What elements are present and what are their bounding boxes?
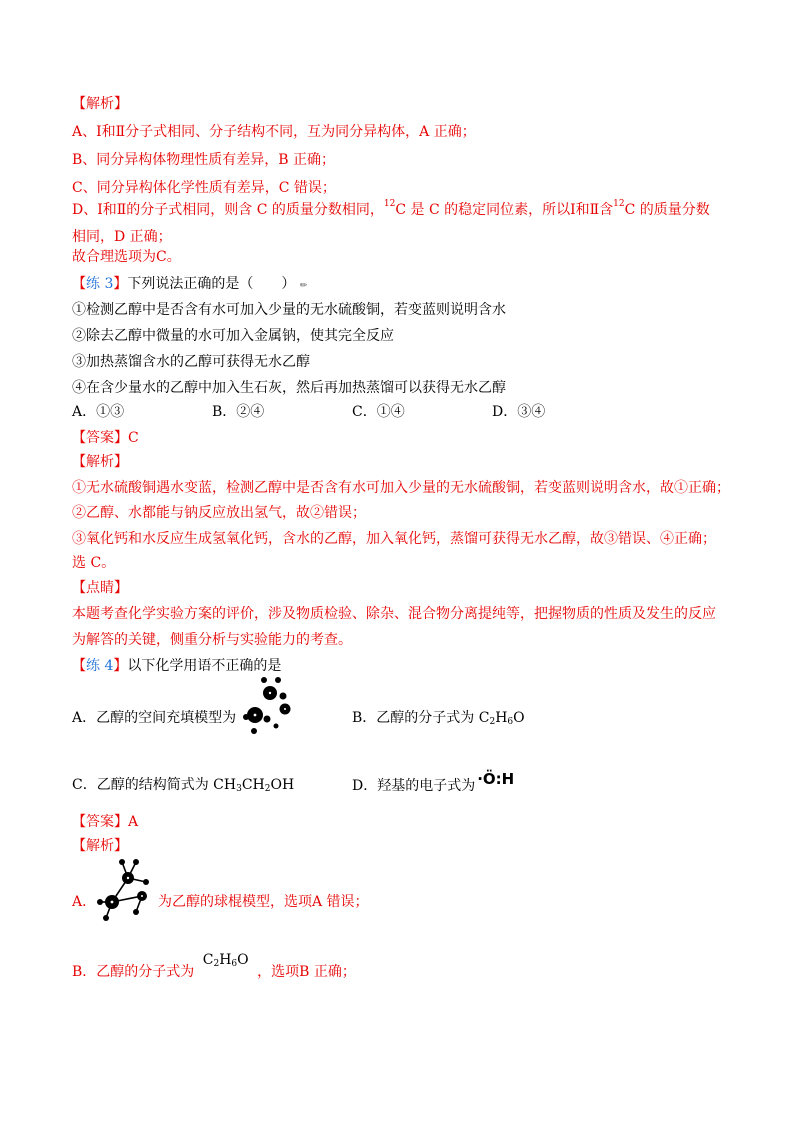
question-4-explanation-b: B．乙醇的分子式为 $C_2H_6O$ ，选项B 正确； (72, 952, 356, 980)
analysis-line-a: A、Ⅰ和Ⅱ分子式相同、分子结构不同，互为同分异构体，A 正确； (72, 124, 476, 140)
ethanol-formula-image: $C_2H_6O$ (202, 952, 249, 969)
question-3-option-c: C．①④ (352, 404, 405, 420)
question-4-stem: 【练 4】以下化学用语不正确的是 (72, 658, 282, 674)
question-3-statement-2: ②除去乙醇中微量的水可加入金属钠，使其完全反应 (72, 328, 394, 344)
question-3-stem: 【练 3】下列说法正确的是（ ） ✏ (72, 276, 308, 292)
question-3-statement-3: ③加热蒸馏含水的乙醇可获得无水乙醇 (72, 354, 310, 370)
question-4-option-c: C．乙醇的结构简式为 $CH_3CH_2OH$ (72, 777, 295, 794)
question-3-option-b: B．②④ (212, 404, 265, 420)
space-filling-model-icon (240, 675, 300, 737)
question-3-explanation-4: 选 C。 (72, 555, 116, 571)
analysis-line-b: B、同分异构体物理性质有差异，B 正确； (72, 152, 336, 168)
question-4-option-b: B．乙醇的分子式为 $C_2H_6O$ (352, 710, 525, 727)
question-3-tag: 练 3 (86, 276, 114, 292)
analysis-line-d: D、Ⅰ和Ⅱ的分子式相同，则含 C 的质量分数相同，$^{12}$C 是 C 的稳定同位素，所以Ⅰ和Ⅱ含$^{12}$C 的质量分数 (72, 199, 710, 218)
analysis-conclusion: 故合理选项为C。 (72, 249, 181, 265)
question-3-explanation-2: ②乙醇、水都能与钠反应放出氢气，故②错误； (72, 505, 366, 521)
question-3-comment-header: 【点睛】 (72, 580, 128, 596)
analysis-line-d-continued: 相同，D 正确； (72, 229, 172, 245)
question-4-analysis-header: 【解析】 (72, 838, 128, 854)
hydroxyl-electron-formula: ·Ö:H (477, 770, 515, 788)
question-4-explanation-a-key: A． (72, 894, 97, 910)
analysis-header: 【解析】 (72, 96, 128, 112)
question-3-answer: 【答案】C (72, 430, 139, 446)
question-3-explanation-3: ③氧化钙和水反应生成氢氧化钙，含水的乙醇，加入氧化钙，蒸馏可获得无水乙醇，故③错误、④正确； (72, 531, 716, 547)
question-3-statement-1: ①检测乙醇中是否含有水可加入少量的无水硫酸铜，若变蓝则说明含水 (72, 302, 506, 318)
question-3-explanation-1: ①无水硫酸铜遇水变蓝，检测乙醇中是否含有水可加入少量的无水硫酸铜，若变蓝则说明含水，故①正确； (72, 480, 730, 496)
question-3-option-d: D．③④ (492, 404, 546, 420)
question-4-answer: 【答案】A (72, 814, 139, 830)
question-3-comment-2: 为解答的关键，侧重分析与实验能力的考查。 (72, 632, 352, 648)
question-3-comment-1: 本题考查化学实验方案的评价，涉及物质检验、除杂、混合物分离提纯等，把握物质的性质及发生的反应 (72, 606, 716, 622)
question-4-explanation-a: 为乙醇的球棍模型，选项A 错误； (158, 894, 369, 910)
question-4-tag: 练 4 (86, 658, 114, 674)
question-3-analysis-header: 【解析】 (72, 454, 128, 470)
question-3-statement-4: ④在含少量水的乙醇中加入生石灰，然后再加热蒸馏可以获得无水乙醇 (72, 380, 506, 396)
question-4-option-a: A．乙醇的空间充填模型为 (72, 710, 237, 726)
analysis-line-c: C、同分异构体化学性质有差异，C 错误； (72, 180, 336, 196)
question-3-option-a: A．①③ (72, 404, 125, 420)
question-4-option-d: D．羟基的电子式为 ·Ö:H (352, 770, 515, 794)
pencil-mark-icon: ✏ (299, 281, 308, 291)
ball-and-stick-model-icon (92, 856, 158, 922)
